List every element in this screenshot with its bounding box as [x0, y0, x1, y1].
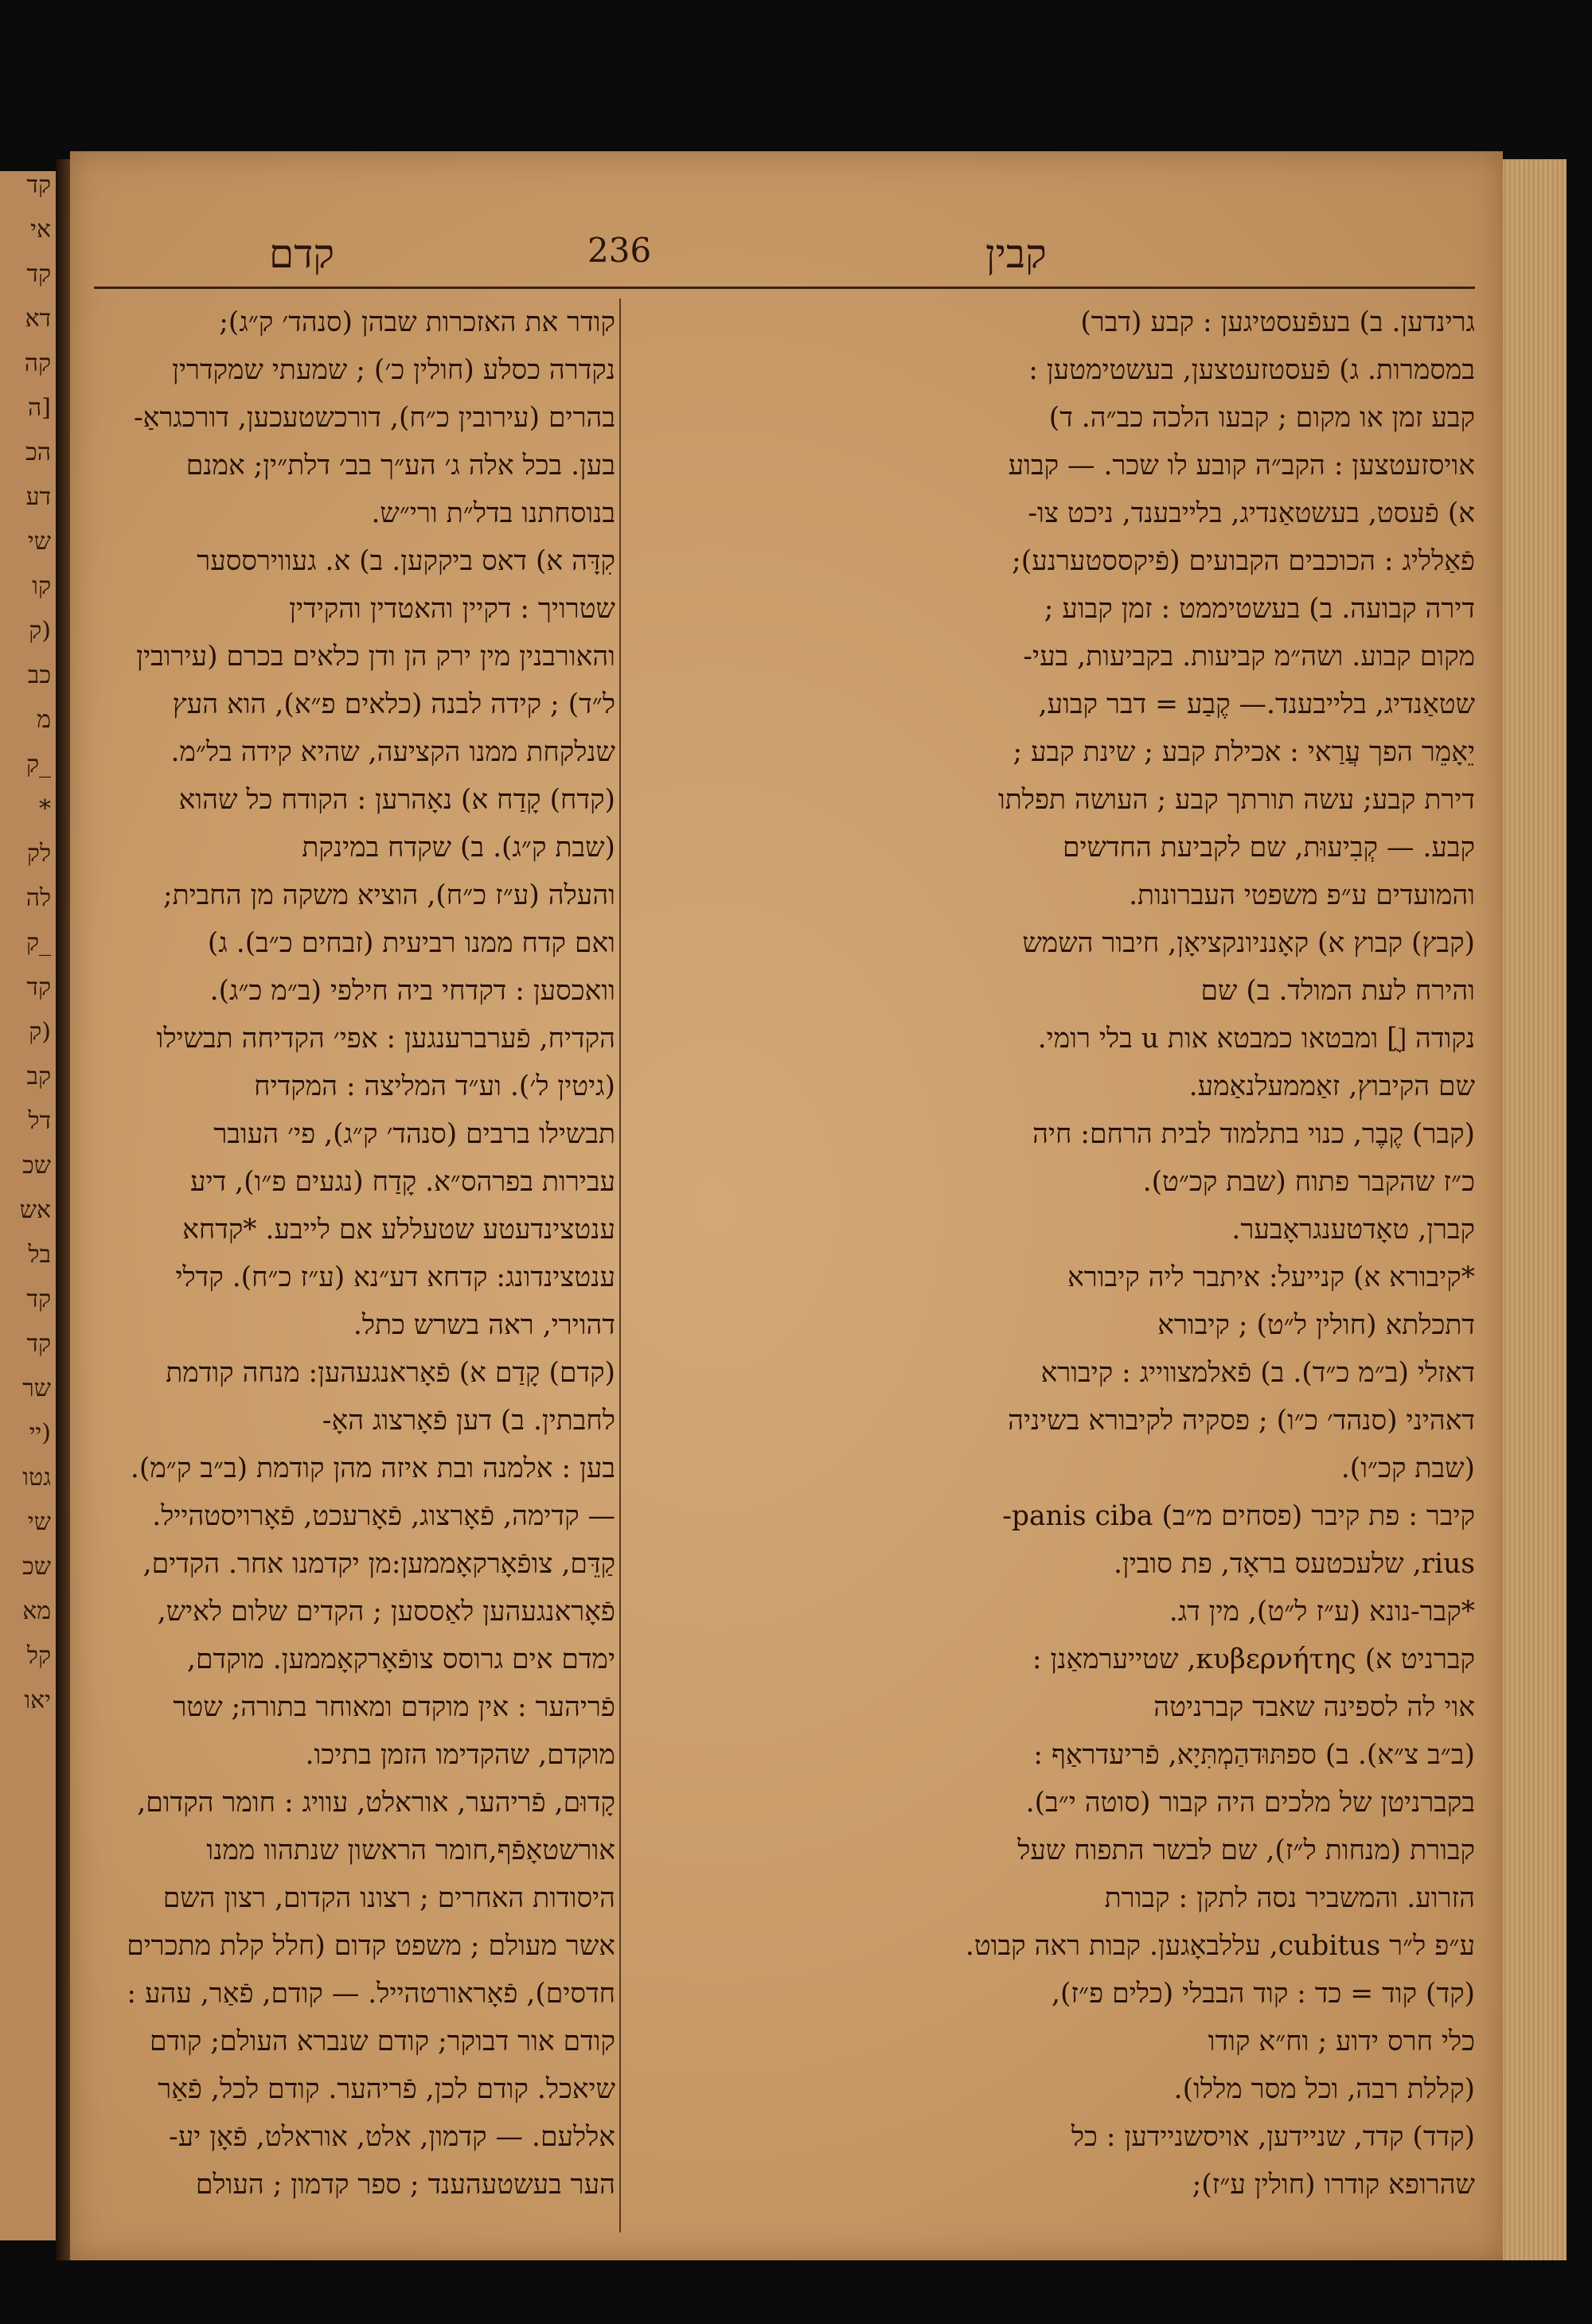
header-left-word: קדם — [269, 231, 335, 277]
right-column — [631, 298, 1475, 2209]
margin-fragment: קד — [26, 973, 51, 1001]
text-line: (קדד) קדד, שניידען, אויסשניידען : כל — [1071, 2121, 1475, 2153]
text-line: (גיטין ל׳). וע״ד המליצה : המקדיח — [254, 1070, 615, 1102]
text-line: דהוירי, ראה בשרש כתל. — [353, 1309, 615, 1341]
text-line: קברניט א) κυβερνήτης, שטייערמאַנן : — [1032, 1644, 1475, 1675]
margin-fragment: קד — [26, 1330, 51, 1358]
margin-fragment: כב — [27, 661, 51, 689]
margin-fragment: קד — [26, 1285, 51, 1313]
text-line: שטרויך : דקיין והאטדין והקידין — [289, 593, 615, 625]
text-line: קבורת (מנחות ל״ז), שם לבשר התפוח שעל — [1017, 1835, 1475, 1866]
margin-fragment: אי — [30, 216, 51, 244]
text-line: בען : אלמנה ובת איזה מהן קודמת (ב״ב ק״מ). — [130, 1452, 615, 1484]
text-line: מקום קבוע. ושה״מ קביעות. בקביעות, בעי- — [1023, 641, 1475, 673]
text-line: *קבר-נונא (ע״ז ל״ט), מין דג. — [1169, 1596, 1475, 1628]
text-line: כ״ז שהקבר פתוח (שבת קכ״ט). — [1142, 1166, 1475, 1198]
text-line: וואכסען : דקדחי ביה חילפי (ב״מ כ״ג). — [209, 975, 615, 1007]
text-line: הקדיח, פֿערברענגען : אפי׳ הקדיחה תבשילו — [156, 1023, 615, 1055]
text-line: (ב״ב צ״א). ב) ספתּוּדהַמְתִּיָא, פֿריעדראַף : — [1033, 1739, 1475, 1771]
text-line: (קדח) קָדַח א) נאָהרען : הקודח כל שהוא — [178, 784, 615, 816]
text-line: ואם קדח ממנו רביעית (זבחים כ״ב). ג) — [207, 927, 615, 959]
dictionary-page — [70, 151, 1503, 2260]
text-line: (קבר) קֶבֶר, כנוי בתלמוד לבית הרחם: חיה — [1032, 1118, 1475, 1150]
text-line: בען. בכל אלה ג׳ הע״ך בב׳ דלת״ין; אמנם — [185, 450, 615, 482]
text-line: לחבתין. ב) דען פֿאָרצוג האָ- — [322, 1405, 615, 1437]
text-line: (שבת קכ״ו). — [1340, 1452, 1475, 1484]
margin-fragment: (יי — [29, 1419, 51, 1447]
margin-fragment: בל — [28, 1241, 51, 1269]
margin-fragment: הכ — [25, 439, 51, 466]
text-line: שנלקחת ממנו הקציעה, שהיא קידה בל״מ. — [170, 736, 615, 768]
text-line: בקברניטן של מלכים היה קבור (סוטה י״ב). — [1025, 1787, 1475, 1819]
text-line: והאורבנין מין ירק הן ודן כלאים בכרם (עירובין — [136, 641, 615, 673]
text-line: היסודות האחרים ; רצונו הקדום, רצון השם — [162, 1882, 615, 1914]
margin-fragment: שכ — [22, 1152, 51, 1180]
text-line: (קבץ) קבוץ א) קאָנניונקציאָן, חיבור השמש — [1022, 927, 1475, 959]
margin-fragment: לק — [26, 840, 51, 868]
text-line: אוי לה לספינה שאבד קברניטה — [1153, 1691, 1475, 1723]
margin-fragment: [ה — [28, 394, 51, 422]
text-line: קברן, טאָדטענגראָבער. — [1231, 1214, 1475, 1246]
text-line: שם הקיבוץ, זאַממעלנאַמע. — [1188, 1070, 1475, 1102]
margin-fragment: גטו — [22, 1464, 51, 1491]
margin-fragment: שי — [27, 528, 51, 556]
text-line: הזרוע. והמשביר נסה לתקן : קבורת — [1104, 1882, 1475, 1914]
text-line: ימדם אים גרוסס צופֿאָרקאָממען. מוקדם, — [187, 1644, 615, 1675]
text-line: שהרופא קודרו (חולין ע״ז); — [1192, 2169, 1475, 2201]
text-line: קָדוּם, פֿריהער, אוראלט, עוויג : חומר הקדום, — [137, 1787, 615, 1819]
text-line: חדסים), פֿאָראורטהייל. — קודם, פֿאַר, עהע : — [127, 1978, 615, 2010]
text-line: (שבת ק״ג). ב) שקדח במינקת — [302, 832, 615, 864]
text-line: במסמרות. ג) פֿעסטזעטצען, בעשטימטען : — [1028, 354, 1475, 386]
text-line: דירת קבע; עשה תורתך קבע ; העושה תפלתו — [997, 784, 1475, 816]
text-line: קודר את האזכרות שבהן (סנהד׳ ק״ג); — [219, 306, 615, 338]
text-line: אללעם. — קדמון, אלט, אוראלט, פֿאָן יע- — [169, 2121, 615, 2153]
margin-fragment: קה — [24, 349, 51, 377]
margin-fragment: מא — [22, 1597, 51, 1625]
text-line: שטאַנדיג, בלייבענד.— קֶבַע = דבר קבוע, — [1038, 688, 1475, 720]
text-line: גרינדען. ב) בעפֿעסטיגען : קבע (דבר) — [1080, 306, 1475, 338]
text-line: (קללת רבה, וכל מסר מללו). — [1173, 2073, 1475, 2105]
text-line: והמועדים ע״פ משפטי העברונות. — [1129, 879, 1475, 911]
margin-fragment: קד — [26, 171, 51, 199]
text-line: נקודה [ֻ] ומבטאו כמבטא אות u בלי רומי. — [1037, 1023, 1475, 1055]
text-line: מוקדם, שהקדימו הזמן בתיכו. — [305, 1739, 615, 1771]
text-line: קיבר : פת קיבר (פסחים מ״ב) panis ciba- — [1002, 1500, 1475, 1532]
text-line: (קד) קוד = כד : קוד הבבלי (כלים פ״ז), — [1051, 1978, 1475, 2010]
binding-shadow-bottom — [0, 2260, 1592, 2324]
text-line: והעלה (ע״ז כ״ח), הוציא משקה מן החבית; — [162, 879, 615, 911]
text-line: תבשילו ברבים (סנהד׳ ק״ג), פי׳ העובר — [213, 1118, 615, 1150]
page-edges — [1503, 159, 1567, 2260]
margin-fragment: * — [39, 795, 51, 823]
text-line: יֵאָמֵר הפך עֲרַאי : אכילת קבע ; שינת קבע ; — [1013, 736, 1475, 768]
column-divider — [619, 298, 621, 2232]
text-line: בנוסחתנו בדל״ת ורי״ש. — [371, 497, 615, 529]
text-line: דאהיני (סנהד׳ כ״ו) ; פסקיה לקיבורא בשיניה — [1008, 1405, 1475, 1437]
header-rule — [94, 287, 1475, 289]
margin-fragment: דל — [28, 1107, 51, 1135]
margin-fragment: קל — [26, 1642, 51, 1670]
text-line: דתכלתא (חולין ל״ט) ; קיבורא — [1157, 1309, 1475, 1341]
text-line: נקדרה כסלע (חולין כ׳) ; שמעתי שמקדרין — [172, 354, 615, 386]
text-line: אשר מעולם ; משפט קדום (חלל קלת מתכרים — [127, 1930, 615, 1962]
text-line: כלי חרס ידוע ; וח״א קודו — [1208, 2026, 1475, 2057]
text-line: קַדֵּם, צופֿאָרקאָממען:מן יקדמנו אחר. הקדים, — [142, 1548, 615, 1580]
margin-fragment: שכ — [22, 1553, 51, 1581]
page-number: 236 — [587, 231, 652, 270]
text-line: ענטצינדעטע שטעללע אם לייבע. *קדחא — [182, 1214, 615, 1246]
text-line: *קיבורא א) קנייעל: איתבר ליה קיבורא — [1067, 1261, 1475, 1293]
text-line: ענטצינדונג: קדחא דע״נא (ע״ז כ״ח). קדלי — [175, 1261, 615, 1293]
left-column — [94, 298, 615, 2209]
text-line: בהרים (עירובין כ״ח), דורכשטעכען, דורכגראַ- — [133, 402, 615, 434]
text-line: דאזלי (ב״מ כ״ד). ב) פֿאלמצווייג : קיבורא — [1040, 1357, 1475, 1389]
text-line: rius, שלעכטעס בראָד, פת סובין. — [1113, 1548, 1475, 1580]
margin-fragment: דא — [25, 305, 51, 333]
text-line: שיאכל. קודם לכן, פֿריהער. קודם לכל, פֿאַר — [158, 2073, 615, 2105]
margin-fragment: שר — [22, 1375, 51, 1402]
book-gutter — [56, 159, 72, 2260]
header-right-word: קבין — [985, 231, 1047, 277]
text-line: והירח לעת המולד. ב) שם — [1200, 975, 1475, 1007]
margin-fragment: דע — [25, 483, 51, 511]
text-line: הער בעשטעהענד ; ספר קדמון ; העולם — [195, 2169, 615, 2201]
text-line: פֿריהער : אין מוקדם ומאוחר בתורה; שטר — [173, 1691, 615, 1723]
binding-shadow-top — [0, 0, 1592, 159]
text-line: עבירות בפרהס״א. קָדַח (נגעים פ״ו), דיע — [190, 1166, 615, 1198]
margin-fragment: (ק — [29, 617, 51, 645]
margin-fragment: _ק — [25, 929, 51, 957]
text-line: א) פֿעסט, בעשטאַנדיג, בלייבענד, ניכט צו- — [1028, 497, 1475, 529]
text-line: ל״ד) ; קידה לבנה (כלאים פ״א), הוא העץ — [172, 688, 615, 720]
margin-fragment: (ק — [29, 1018, 51, 1046]
margin-fragment: לה — [25, 884, 51, 912]
text-line: (קדם) קָדַם א) פֿאָראנגעהען: מנחה קודמת — [166, 1357, 615, 1389]
margin-fragment: אש — [19, 1196, 51, 1224]
margin-fragment: קו — [32, 572, 51, 600]
text-line: אורשטאָפֿף,חומר הראשון שנתהוו ממנו — [206, 1835, 615, 1866]
text-line: דירה קבועה. ב) בעשטיממט : זמן קבוע ; — [1044, 593, 1475, 625]
margin-fragment: _ק — [25, 751, 51, 778]
text-line: פֿאָראנגעהען לאַססען ; הקדים שלום לאיש, — [157, 1596, 615, 1628]
text-line: קודם אור דבוקר; קודם שנברא העולם; קודם — [149, 2026, 615, 2057]
text-line: פֿאַלליג : הכוכבים הקבועים (פֿיקססטערנע); — [1012, 545, 1475, 577]
text-line: קבע זמן או מקום ; קבעו הלכה כב״ה. ד) — [1048, 402, 1475, 434]
margin-fragment: יאו — [24, 1686, 51, 1714]
text-line: — קדימה, פֿאָרצוג, פֿאָרעכט, פֿאָרויסטהייל. — [152, 1500, 615, 1532]
text-line: קבע. — קְבִיעוּת, שם לקביעת החדשים — [1062, 832, 1475, 864]
text-line: קִדָּה א) דאס ביקקען. ב) א. געווירססער — [197, 545, 615, 577]
previous-page-fragment — [0, 171, 56, 2240]
margin-fragment: שי — [27, 1508, 51, 1536]
margin-fragment: קב — [26, 1063, 51, 1090]
margin-fragment: קד — [26, 260, 51, 288]
text-line: ע״פ ל״ר cubitus, עללבאָגען. קבות ראה קבוט. — [965, 1930, 1475, 1962]
text-line: אויסזעטצען : הקב״ה קובע לו שכר. — קבוע — [1008, 450, 1475, 482]
margin-fragment: מ — [37, 706, 51, 734]
